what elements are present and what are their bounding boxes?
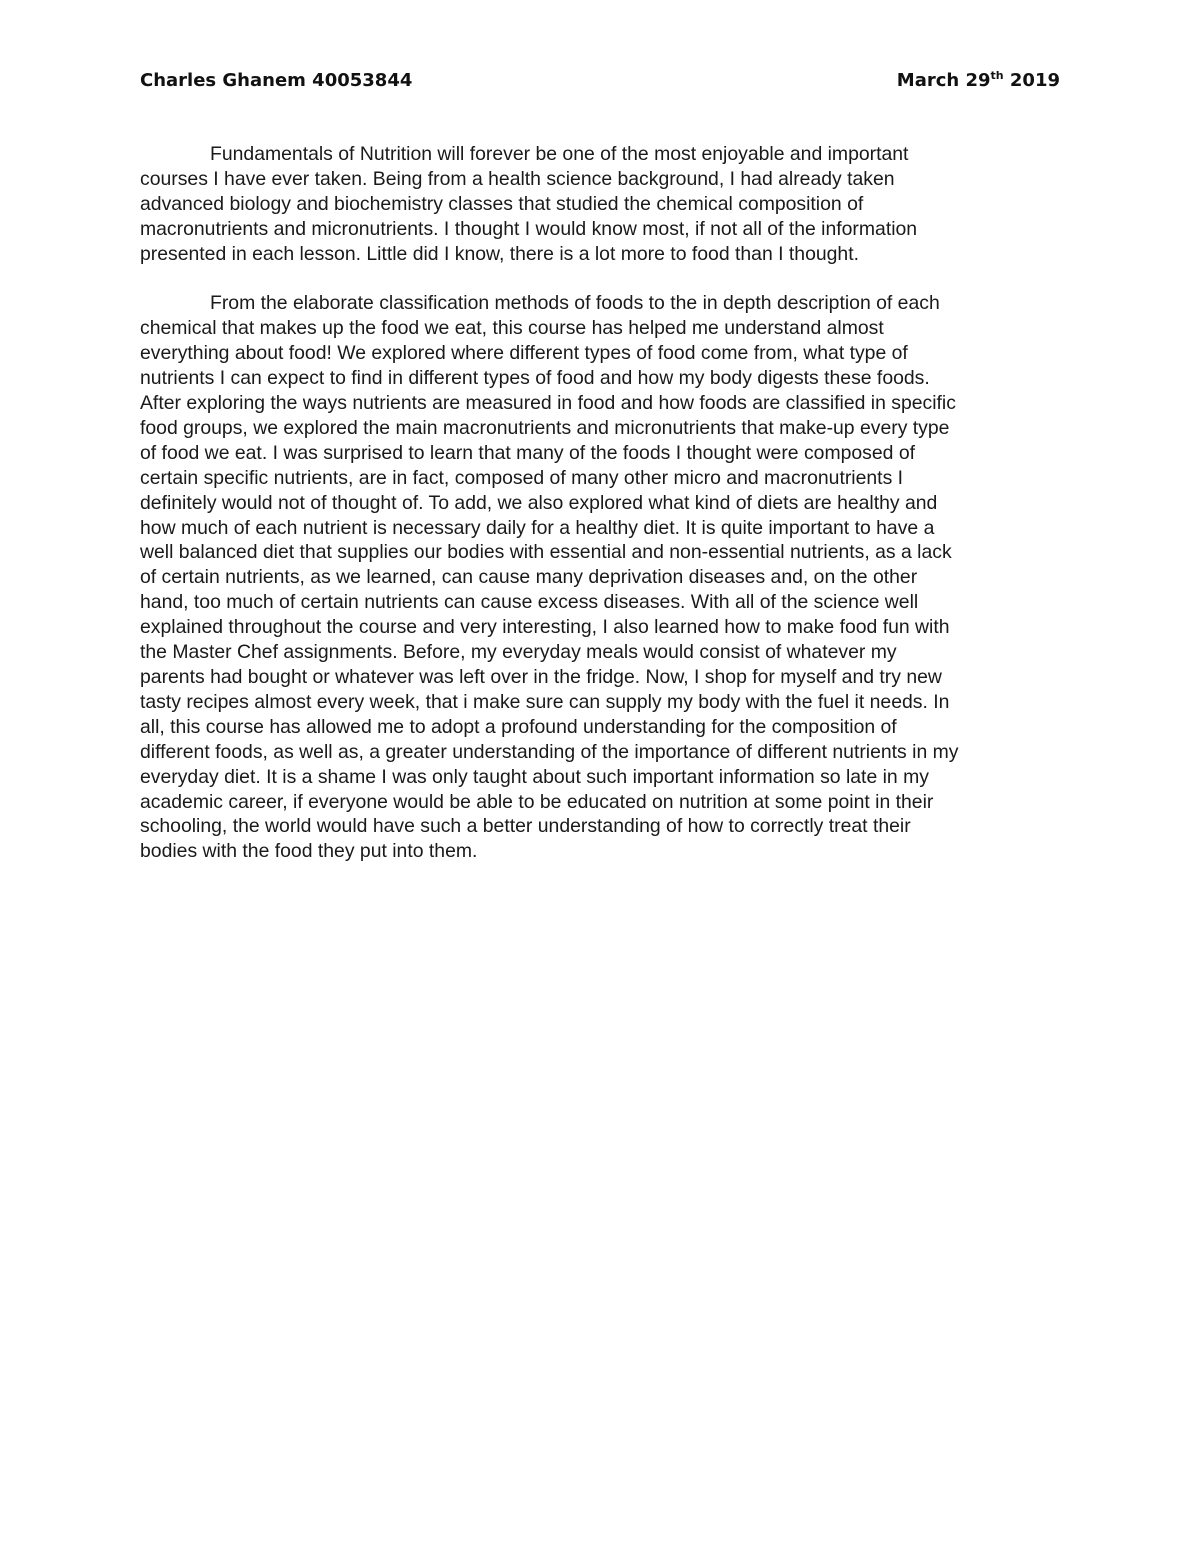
text-line: schooling, the world would have such a better understanding of how to correctly treat their <box>140 815 911 838</box>
paragraph-1 <box>140 142 1060 267</box>
text-line: everyday diet. It is a shame I was only taught about such important information so late in my <box>140 765 929 788</box>
date-year: 2019 <box>1003 70 1060 91</box>
text-line: of food we eat. I was surprised to learn that many of the foods I thought were composed of <box>140 441 915 464</box>
text-line: Fundamentals of Nutrition will forever be one of the most enjoyable and important <box>210 143 909 165</box>
text-line: nutrients I can expect to find in different types of food and how my body digests these foods. <box>140 367 930 390</box>
date-suffix: th <box>990 69 1004 82</box>
text-line: macronutrients and micronutrients. I thought I would know most, if not all of the information <box>140 217 918 240</box>
author-id: Charles Ghanem 40053844 <box>140 70 413 91</box>
text-line: well balanced diet that supplies our bodies with essential and non-essential nutrients, as a lack <box>140 541 952 564</box>
text-line: hand, too much of certain nutrients can cause excess diseases. With all of the science well <box>140 591 919 614</box>
text-line: From the elaborate classification methods of foods to the in depth description of each <box>210 292 940 315</box>
page-header <box>140 70 1060 102</box>
text-line: all, this course has allowed me to adopt a profound understanding for the composition of <box>140 715 897 738</box>
text-line: explained throughout the course and very interesting, I also learned how to make food fun with <box>140 616 950 639</box>
date-month-day: March 29 <box>896 70 991 91</box>
text-line: definitely would not of thought of. To add, we also explored what kind of diets are healthy and <box>140 491 938 514</box>
text-line: advanced biology and biochemistry classes that studied the chemical composition of <box>140 192 864 215</box>
text-line: academic career, if everyone would be able to be educated on nutrition at some point in their <box>140 790 934 813</box>
date <box>897 70 1060 91</box>
text-line: everything about food! We explored where different types of food come from, what type of <box>140 342 908 365</box>
paragraph-2 <box>140 291 1060 864</box>
text-line: tasty recipes almost every week, that i make sure can supply my body with the fuel it needs. In <box>140 690 950 713</box>
text-line: the Master Chef assignments. Before, my everyday meals would consist of whatever my <box>140 641 897 664</box>
text-line: chemical that makes up the food we eat, this course has helped me understand almost <box>140 317 884 340</box>
text-line: different foods, as well as, a greater understanding of the importance of different nutrients in my <box>140 740 959 763</box>
text-line: After exploring the ways nutrients are measured in food and how foods are classified in specific <box>140 392 956 415</box>
text-line: food groups, we explored the main macronutrients and micronutrients that make-up every type <box>140 416 950 439</box>
text-line: courses I have ever taken. Being from a health science background, I had already taken <box>140 167 895 190</box>
text-line: of certain nutrients, as we learned, can cause many deprivation diseases and, on the other <box>140 566 918 589</box>
text-line: how much of each nutrient is necessary daily for a healthy diet. It is quite important to have a <box>140 516 935 539</box>
text-line: presented in each lesson. Little did I know, there is a lot more to food than I thought. <box>140 242 859 265</box>
text-line: bodies with the food they put into them. <box>140 840 478 863</box>
essay-body <box>140 142 1060 889</box>
text-line: parents had bought or whatever was left over in the fridge. Now, I shop for myself and try new <box>140 666 942 689</box>
text-line: certain specific nutrients, are in fact, composed of many other micro and macronutrients I <box>140 466 904 489</box>
